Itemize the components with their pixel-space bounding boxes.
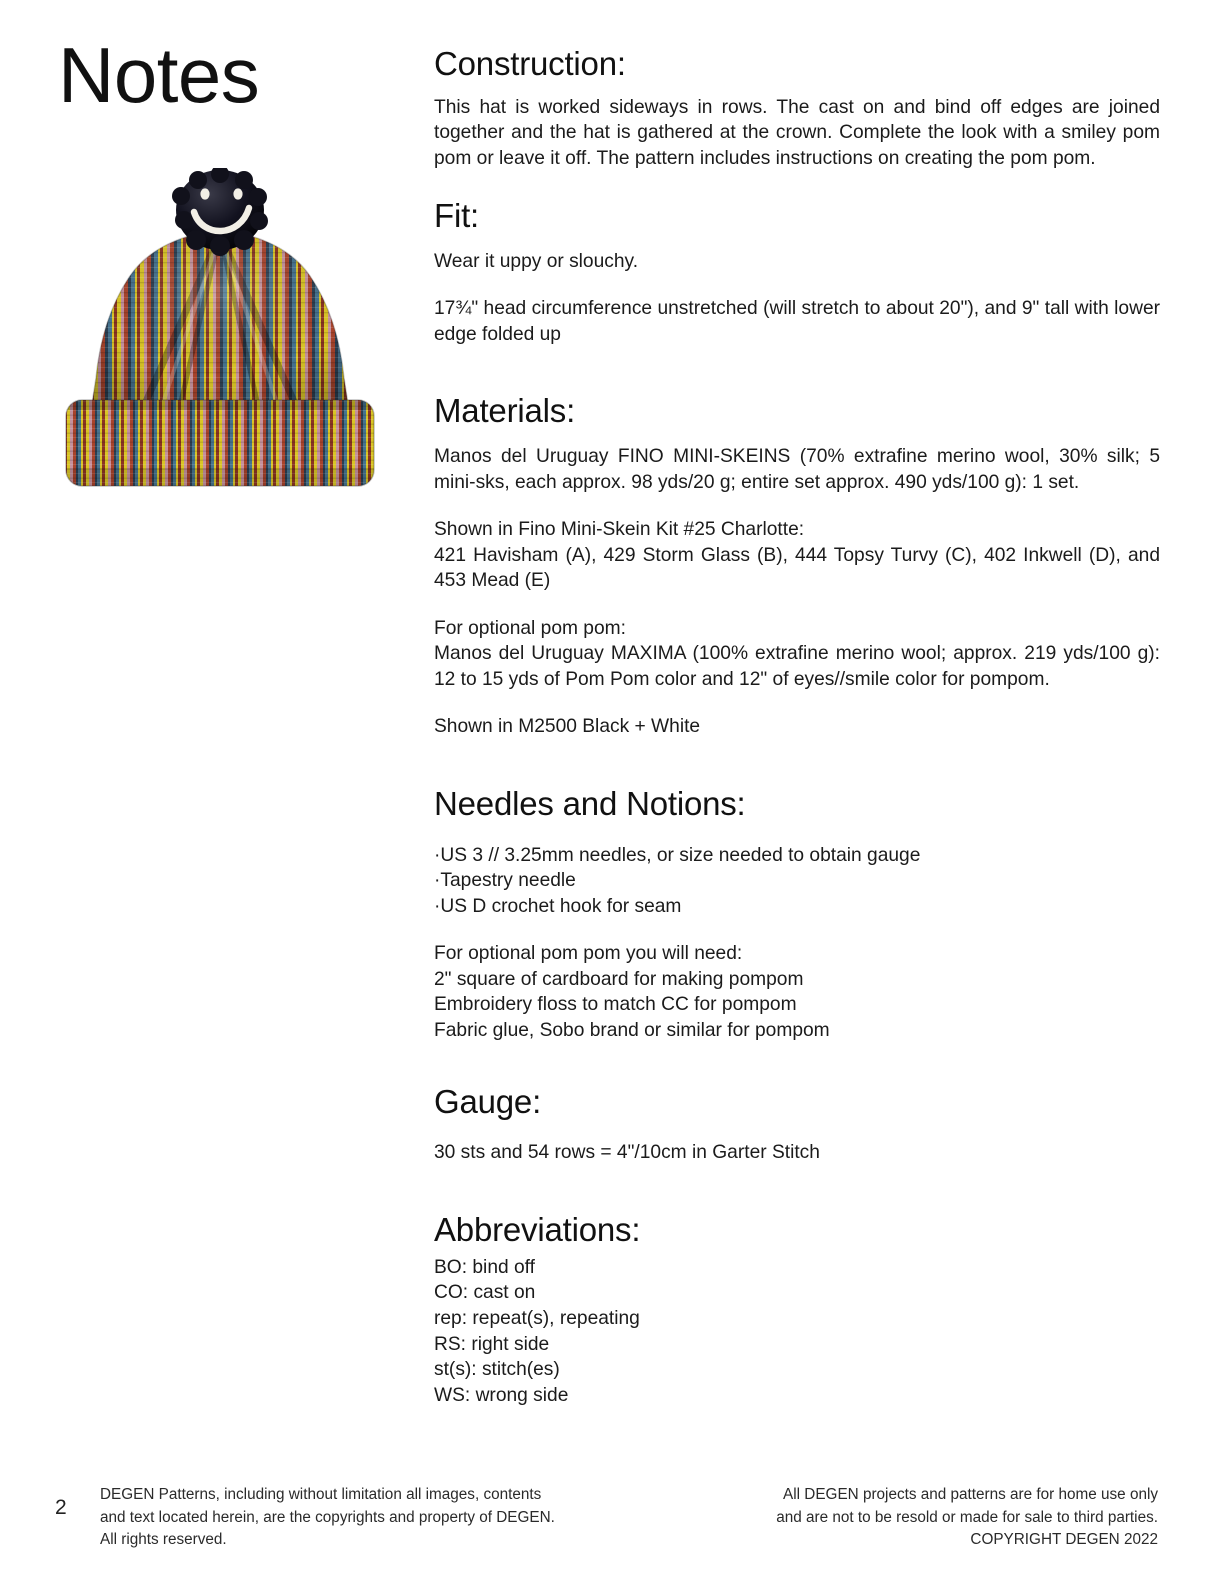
heading-abbreviations: Abbreviations: — [434, 1210, 641, 1248]
footer-right-line: and are not to be resold or made for sale to third parties. — [776, 1508, 1158, 1526]
materials-pom-title: For optional pom pom: — [434, 617, 626, 639]
materials-colorway-list: 421 Havisham (A), 429 Storm Glass (B), 444 Topsy Turvy (C), 402 Inkwell (D), and 453 Mead (E) — [434, 544, 1160, 592]
heading-gauge: Gauge: — [434, 1082, 542, 1120]
heading-fit: Fit: — [434, 196, 480, 234]
striped-hat-illustration — [48, 168, 393, 496]
content-column — [434, 46, 1160, 1408]
heading-needles-notions: Needles and Notions: — [434, 784, 746, 822]
footer-right-line: COPYRIGHT DEGEN 2022 — [970, 1531, 1158, 1549]
materials-pom-yarn: Manos del Uruguay MAXIMA (100% extrafine merino wool; approx. 219 yds/100 g): 12 to 15 yds of Pom Pom color and 12" of eyes//smile color for pompom. — [434, 643, 1160, 690]
needles-item: ·Tapestry needle — [434, 870, 576, 892]
hat-cuff — [66, 400, 374, 486]
needles-pom-title: For optional pom pom you will need: — [434, 943, 743, 965]
heading-construction: Construction: — [434, 45, 626, 82]
footer-copyright-left: DEGEN Patterns, including without limitation all images, contents and text located herein, are the copyrights and property of DEGEN. All rights reserved. — [100, 1486, 555, 1549]
fit-body-2: 17¾" head circumference unstretched (will stretch to about 20"), and 9" tall with lower edge folded up — [434, 298, 1160, 345]
needles-item: ·US D crochet hook for seam — [434, 895, 682, 917]
abbreviation-item: CO: cast on — [434, 1282, 536, 1304]
heading-materials: Materials: — [434, 392, 576, 430]
left-column — [0, 0, 420, 1420]
abbreviation-item: RS: right side — [434, 1333, 550, 1355]
hat-photo-figure — [48, 168, 393, 496]
page-footer — [0, 1476, 1224, 1566]
needles-list — [434, 843, 1160, 920]
needles-item: ·US 3 // 3.25mm needles, or size needed to obtain gauge — [434, 844, 921, 866]
abbreviations-list — [434, 1255, 1160, 1408]
needles-pom-list — [434, 941, 1160, 1043]
abbreviation-item: st(s): stitch(es) — [434, 1359, 560, 1381]
abbreviation-item: WS: wrong side — [434, 1384, 569, 1406]
footer-copyright-right — [688, 1484, 1158, 1552]
construction-body: This hat is worked sideways in rows. The cast on and bind off edges are joined together and the hat is gathered at the crown. Complete the look with a smiley pom pom or leave it off. The pattern includes instructions on creating the pom pom. — [434, 96, 1160, 170]
pom-eye-right — [233, 188, 242, 199]
needles-pom-item: Embroidery floss to match CC for pompom — [434, 994, 797, 1016]
abbreviation-item: rep: repeat(s), repeating — [434, 1308, 640, 1329]
gauge-body: 30 sts and 54 rows = 4"/10cm in Garter Stitch — [434, 1142, 820, 1164]
pom-eye-left — [200, 188, 209, 199]
footer-right-line: All DEGEN projects and patterns are for home use only — [783, 1486, 1158, 1503]
materials-colorway-title: Shown in Fino Mini-Skein Kit #25 Charlotte: — [434, 519, 805, 541]
materials-yarn-main: Manos del Uruguay FINO MINI-SKEINS (70% extrafine merino wool, 30% silk; 5 mini-sks, each approx. 98 yds/20 g; entire set approx. 490 yds/100 g): 1 set. — [434, 446, 1160, 493]
page-title: Notes — [58, 31, 260, 119]
abbreviation-item: BO: bind off — [434, 1256, 535, 1278]
materials-pom-shown: Shown in M2500 Black + White — [434, 716, 701, 738]
needles-pom-item: Fabric glue, Sobo brand or similar for pompom — [434, 1019, 830, 1041]
fit-body-1: Wear it uppy or slouchy. — [434, 250, 639, 272]
needles-pom-item: 2" square of cardboard for making pompom — [434, 968, 804, 990]
page-number: 2 — [55, 1496, 67, 1519]
